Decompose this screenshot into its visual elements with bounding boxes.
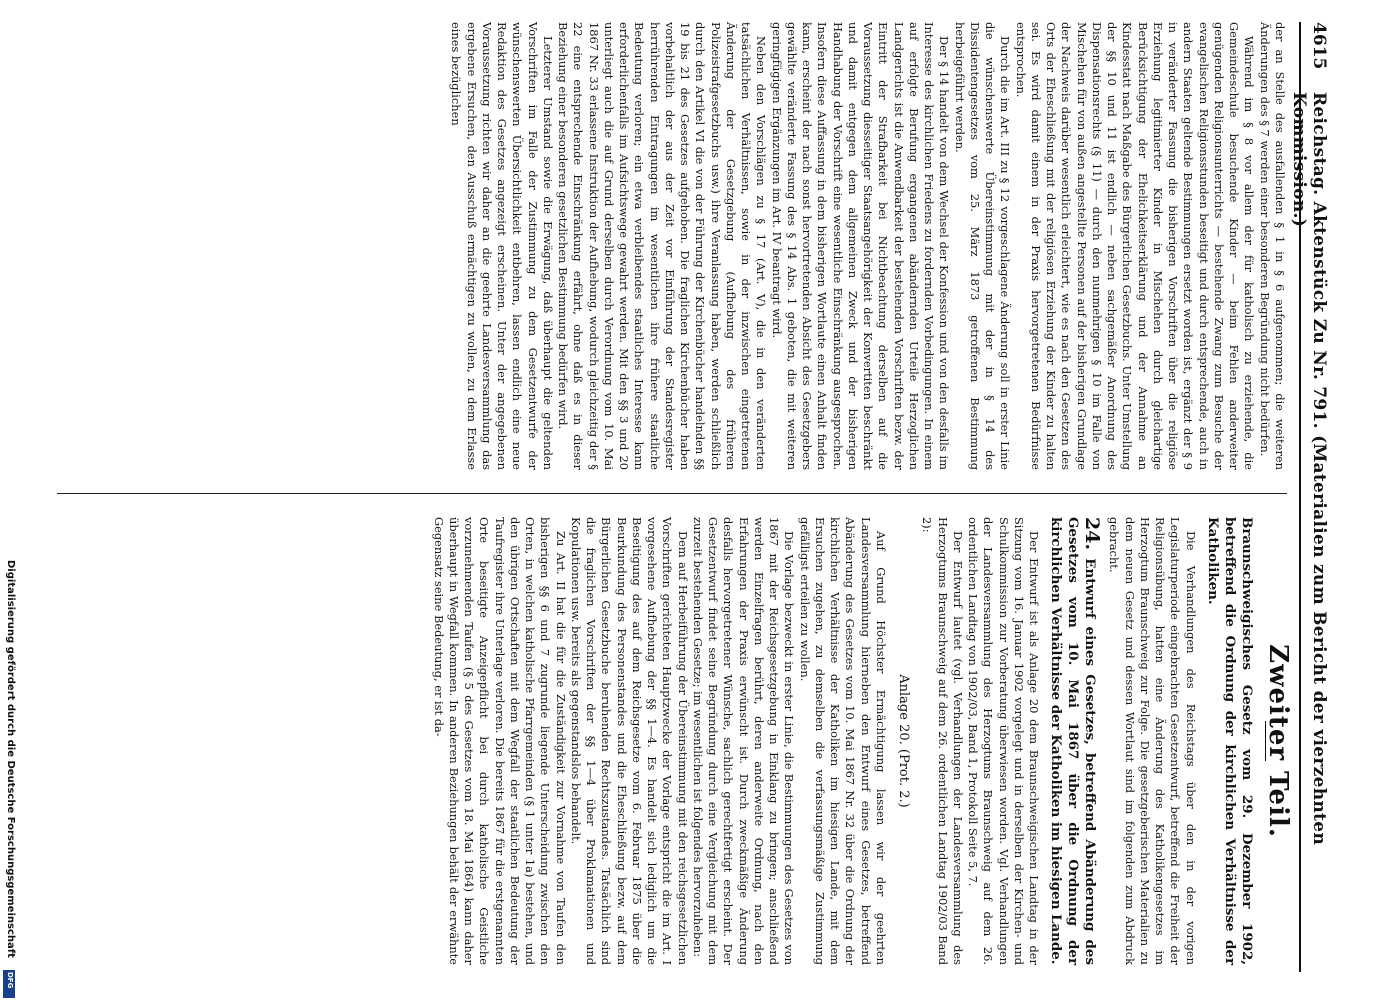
anlage-heading: Anlage 20. (Prot. 2.) bbox=[896, 674, 912, 808]
page-number: 4615 bbox=[1309, 22, 1329, 70]
left-column bbox=[57, 22, 1287, 470]
section-number: 24. bbox=[1081, 517, 1104, 551]
running-title: Reichstag. Aktenstück Zu Nr. 791. (Materialien zum Bericht der vierzehnten Kommission.) bbox=[1289, 92, 1329, 845]
paragraph: Zu Art. II hat die für die Zuständigkeit zur Vornahme von Taufen den bisherigen §§ 6 und 7 zugrunde liegende Unterscheidung zwischen den Orten, in welchen katholische Pfarrgemeinden (§ 1 unter 1a) bestehen, und den übrigen Ortschaften mit dem Wegfall der staatlichen Bedeutung der Taufregister ihre Unterlage verloren. Die bereits 1867 für die erstgenannten Orte beseitigte Anzeigepflicht bei durch katholische Geistliche vorzunehmenden Taufen (§ 5 des Gesetzes vom 18. Mai 1864) kann daher überhaupt in Wegfall kommen. In anderen Beziehungen behält der erwähnte Gegensatz seine Bedeutung, er ist da- bbox=[431, 517, 568, 965]
paragraph: Auf Grund Höchster Ermächtigung lassen wir der geehrten Landesversammlung hierneben den Entwurf eines Gesetzes, betreffend Abänderung des Gesetzes vom 10. Mai 1867 Nr. 32 über die Ordnung der kirchlichen Verhältnisse der Katholiken im hiesigen Lande, mit dem Ersuchen zugehen, zu demselben die verfassungsmäßige Zustimmung gefälligst erteilen zu wollen. bbox=[797, 517, 888, 965]
paragraph: Der § 14 handelt von dem Wechsel der Konfession und von den desfalls im Interesse des kirchlichen Friedens zu fordernden Vorbedingungen. In einem auf erfolgte Berufung ergangenen abändernden Urteile Herzoglichen Landgerichts ist die Anwendbarkeit der bestehenden Vorschriften bezw. der Eintritt der Strafbarkeit bei Nichtbeachtung derselben auf die Voraussetzung diesseitiger Staatsangehörigkeit der Konvertiten beschränkt und damit entgegen dem allgemeinen Zweck und der bisherigen Handhabung der Vorschrift eine wesentliche Einschränkung ausgesprochen. Insofern diese Auffassung in dem bisherigen Wortlaute einen Anhalt finden kann, erscheint der nach sonst hervortretenden Absicht des Gesetzgebers gewählte veränderte Fassung des § 14 Abs. 1 geboten, die mit weiteren geringfügigen Ergänzungen im Art. IV beantragt wird. bbox=[769, 22, 952, 470]
part-title: Zweiter Teil. bbox=[1263, 644, 1293, 838]
rotated-page-content bbox=[45, 22, 1335, 972]
section-heading bbox=[1047, 517, 1104, 965]
paragraph: Neben den Vorschlägen zu § 17 (Art. V), die in den veränderten tatsächlichen Verhältnissen, sowie in der inzwischen eingetretenen Änderung der Gesetzgebung (Aufhebung des früheren Polizeistrafgesetzbuchs usw.) ihre Veranlassung haben, werden schließlich durch den Artikel VI die von der Führung der Kirchenbücher handelnden §§ 19 bis 21 des Gesetzes aufgehoben. Die fraglichen Kirchenbücher haben vorbehaltlich der aus der Zeit vor Einführung der Standesregister herrührenden Eintragungen im wesentlichen ihre frühere staatliche Bedeutung verloren; ein etwa verbleibendes staatliches Interesse kann erforderlichenfalls im Aufsichtswege gewahrt werden. Mit den §§ 3 und 20 unterliegt auch die auf Grund derselben durch Verordnung vom 10. Mai 1867 Nr. 33 erlassene Instruktion der Aufhebung, wodurch gleichzeitig der § 22 eine entsprechende Einschränkung erfährt, ohne daß es in dieser Beziehung einer besonderen gesetzlichen Bestimmung bedürfen wird. bbox=[556, 22, 769, 470]
paragraph: Die Verhandlungen des Reichstags über den in der vorigen Legislaturperiode eingebrachten Gesetzentwurf, betreffend die Freiheit der Religionsübung, hatten eine Änderung des Katholikengesetzes im Herzogtum Braunschweig zur Folge. Die gesetzgeberischen Materialien zu dem neuen Gesetz und dessen Wortlaut sind im folgenden zum Abdruck gebracht. bbox=[1107, 517, 1198, 965]
right-column bbox=[57, 517, 1293, 965]
credit-text: Digitalisierung gefördert durch die Deutsche Forschungsgemeinschaft bbox=[5, 560, 16, 958]
paragraph: Der Entwurf lautet (vgl. Verhandlungen der Landesversammlung des Herzogtums Braunschweig auf dem 26. ordentlichen Landtag 1902/03 Band 2): bbox=[920, 517, 965, 965]
intro-heading: Braunschweigisches Gesetz vom 29. Dezember 1902, betreffend die Ordnung der kirchlichen Verhältnisse der Katholiken. bbox=[1204, 517, 1255, 965]
column-divider bbox=[57, 493, 1287, 494]
paragraph: der an Stelle des ausfallenden § 1 in § 6 aufgenommen; die weiteren Änderungen des § 7 werden einer besonderen Begründung nicht bedürfen. bbox=[1257, 22, 1287, 470]
digitization-credit bbox=[4, 560, 20, 1000]
dfg-logo bbox=[3, 970, 15, 998]
logo-text: DFG bbox=[6, 972, 14, 989]
paragraph: Die Vorlage bezweckt in erster Linie, die Bestimmungen des Gesetzes von 1867 mit der Reichsgesetzgebung in Einklang zu bringen; anschließend werden Einzelfragen berührt, deren anderweite Ordnung, nach den Erfahrungen der Praxis erwünscht ist. Durch zweckmäßige Änderung desfalls hervorgetretener Wünsche, sachlich gerechtfertigt erscheint. Der Gesetzentwurf findet seine Begründung durch eine Vergleichung mit dem zurzeit bestehenden Gesetze; im wesentlichen ist folgendes hervorzuheben: bbox=[691, 517, 797, 965]
header-rule bbox=[1299, 22, 1301, 972]
paragraph: Während im § 8 vor allem der für katholisch zu erziehende, die Gemeindeschule besuchende Kinder — beim Fehlen anderweiter genügenden Religionsunterrichts — bestehende Zwang zum Besuche der evangelischen Religionsstunden beseitigt und durch entsprechende, auch in andern Staaten geltende Bestimmungen ersetzt worden ist, ergänzt der § 9 in veränderter Fassung die bisherigen Vorschriften über die religiöse Erziehung legitimierter Kinder in Mischehen durch gleichartige Berücksichtigung der Ehelichkeitserklärung und der Annahme an Kindesstatt nach Maßgabe des Bürgerlichen Gesetzbuchs. Unter Umstellung der §§ 10 und 11 ist endlich — neben sachgemäßer Anordnung des Dispensationsrechts (§ 11) — durch den nunmehrigen § 10 im Falle von Mischehen für von außen angestellte Personen auf der bisherigen Grundlage der Nachweis darüber wesentlich erleichtert, wie es nach den Gesetzen des Orts der Eheschließung mit der religiösen Erziehung der Kinder zu halten sei. Es wird damit einem in der Praxis hervorgetretenen Bedürfnisse entsprochen. bbox=[1013, 22, 1257, 470]
paragraph: Durch die im Art. III zu § 12 vorgeschlagene Änderung soll in erster Linie die wünschenswerte Übereinstimmung mit der in § 14 des Dissidentengesetzes vom 25. März 1873 getroffenen Bestimmung herbeigeführt werden. bbox=[952, 22, 1013, 470]
section-title: Entwurf eines Gesetzes, betreffend Abänderung des Gesetzes vom 10. Mai 1867 über die Ordnung der kirchlichen Verhältnisse der Katholiken im hiesigen Lande. bbox=[1048, 517, 1099, 965]
paragraph: Letzterer Umstand sowie die Erwägung, daß überhaupt die geltenden Vorschriften im Falle der Zustimmung zu dem Gesetzentwurfe der wünschenswerten Übersichtlichkeit entbehren, lassen endlich eine neue Redaktion des Gesetzes angezeigt erscheinen. Unter der angegebenen Voraussetzung richten wir daher an die geehrte Landesversammlung das ergebene Ersuchen, den Ausschuß ermächtigen zu wollen, zu dem Erlasse eines bezüglichen bbox=[449, 22, 555, 470]
paragraph: Dem auf Herbeiführung der Übereinstimmung mit den reichsgesetzlichen Vorschriften gerichteten Hauptzwecke der Vorlage entspricht die im Art. I vorgesehene Aufhebung der §§ 1—4. Es handelt sich lediglich um die Beseitigung des auf dem Reichsgesetze vom 6. Februar 1875 über die Beurkundung des Personenstandes und die Eheschließung bezw. auf dem Bürgerlichen Gesetzbuche beruhenden Rechtszustandes. Tatsächlich sind die fraglichen Vorschriften der §§ 1—4 über Proklamationen und Kopulationen usw. bereits als gegenstandslos behandelt. bbox=[569, 517, 690, 965]
paragraph: Der Entwurf ist als Anlage 20 dem Braunschweigischen Landtag in der Sitzung vom 16. Januar 1902 vorgelegt und in derselben der Kirchen- und Schulkommission zur Vorberatung überwiesen worden. Vgl. Verhandlungen der Landesversammlung des Herzogtums Braunschweig auf dem 26. ordentlichen Landtag von 1902/03, Band 1, Protokoll Seite 5, 7. bbox=[966, 517, 1042, 965]
page-header bbox=[1289, 22, 1335, 972]
